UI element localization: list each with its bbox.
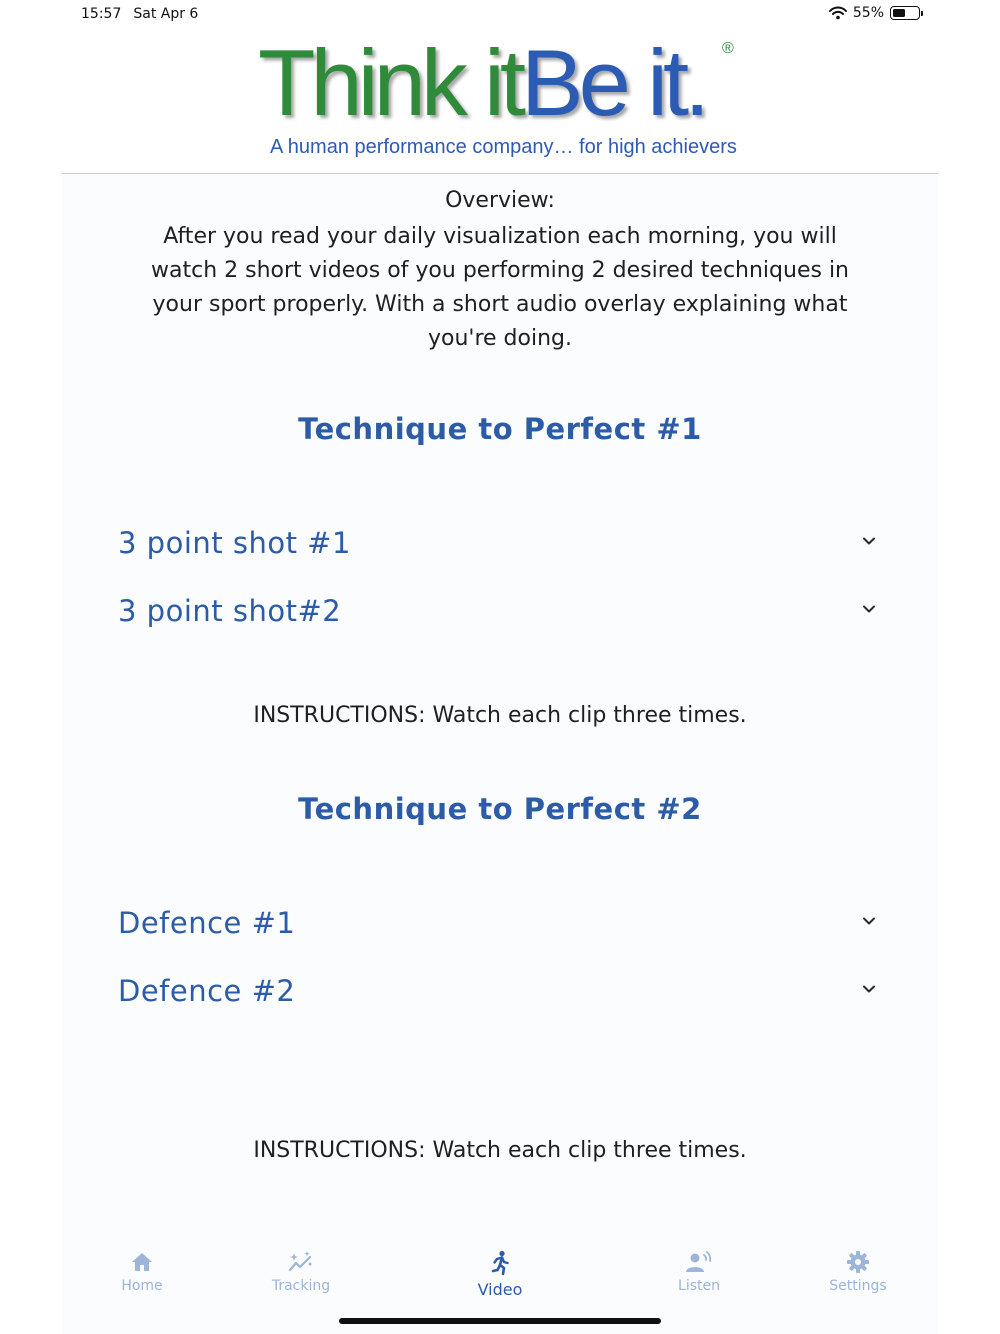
accordion-label: 3 point shot #1 — [118, 526, 351, 560]
instructions-text-1: INSTRUCTIONS: Watch each clip three times. — [253, 703, 747, 728]
tab-label-settings: Settings — [829, 1278, 887, 1294]
section-title-technique-2: Technique to Perfect #2 — [298, 792, 702, 826]
chevron-down-icon — [860, 532, 878, 550]
tab-label-video: Video — [477, 1280, 523, 1299]
tab-settings[interactable] — [798, 1250, 918, 1294]
logo-registered-mark: ® — [722, 40, 734, 57]
logo-tagline: A human performance company… for high achievers — [270, 136, 737, 158]
accordion-item-3-point-shot-2[interactable] — [118, 586, 878, 636]
wifi-icon — [829, 6, 847, 20]
running-person-icon — [488, 1250, 512, 1276]
tab-label-home: Home — [121, 1278, 163, 1294]
logo-be-text: Be it. — [520, 30, 706, 135]
tab-listen[interactable] — [639, 1250, 759, 1294]
tab-label-tracking: Tracking — [271, 1278, 331, 1294]
tab-tracking[interactable] — [241, 1250, 361, 1294]
gear-icon — [846, 1250, 870, 1274]
tab-video[interactable] — [440, 1250, 560, 1299]
accordion-label: 3 point shot#2 — [118, 594, 342, 628]
accordion-item-defence-1[interactable] — [118, 898, 878, 948]
accordion-item-3-point-shot-1[interactable] — [118, 518, 878, 568]
overview-title: Overview: — [445, 188, 555, 213]
brand-logo — [258, 30, 748, 166]
tab-home[interactable] — [82, 1250, 202, 1294]
battery-percent: 55% — [852, 5, 884, 21]
status-right — [829, 5, 920, 21]
instructions-text-2: INSTRUCTIONS: Watch each clip three times. — [253, 1138, 747, 1163]
chevron-down-icon — [860, 980, 878, 998]
chevron-down-icon — [860, 912, 878, 930]
chevron-down-icon — [860, 600, 878, 618]
tracking-icon — [288, 1250, 314, 1274]
logo-think-text: Think it — [258, 30, 521, 135]
battery-icon — [890, 6, 920, 20]
main-content — [62, 174, 938, 1334]
accordion-item-defence-2[interactable] — [118, 966, 878, 1016]
home-indicator — [339, 1318, 661, 1324]
status-left — [81, 6, 198, 22]
status-time: 15:57 — [81, 6, 122, 22]
home-icon — [130, 1250, 154, 1274]
accordion-label: Defence #1 — [118, 906, 296, 940]
status-date: Sat Apr 6 — [133, 6, 199, 22]
status-bar — [0, 0, 1000, 30]
listen-icon — [685, 1250, 713, 1274]
overview-text: After you read your daily visualization each morning, you will watch 2 short videos of you performing 2 desired techniques in your sport properly. With a short audio overlay explaining what you're doing. — [151, 224, 849, 351]
section-title-technique-1: Technique to Perfect #1 — [298, 412, 702, 446]
tab-label-listen: Listen — [678, 1278, 720, 1294]
logo-wordmark — [258, 30, 706, 135]
accordion-label: Defence #2 — [118, 974, 296, 1008]
